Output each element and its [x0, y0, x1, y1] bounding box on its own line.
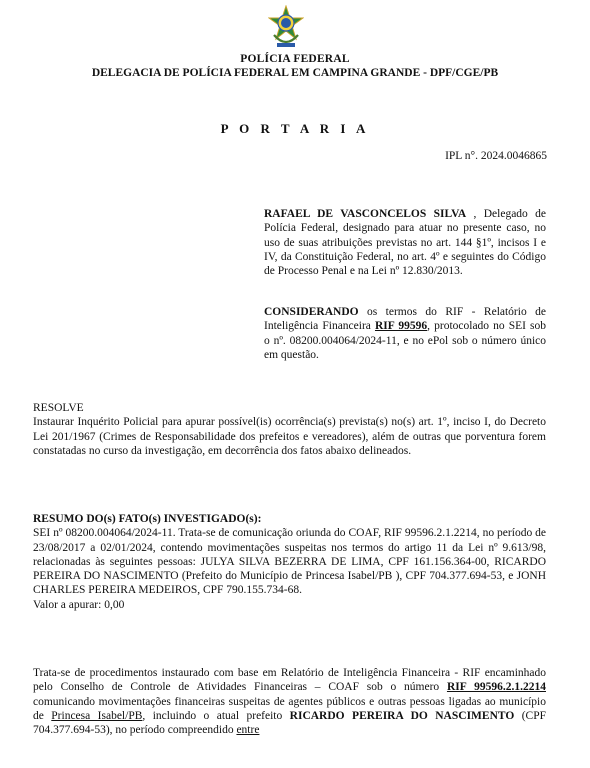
resolve-label: RESOLVE: [33, 402, 84, 414]
header-unit: DELEGACIA DE POLÍCIA FEDERAL EM CAMPINA GRANDE - DPF/CGE/PB: [91, 67, 499, 79]
considerando-keyword: CONSIDERANDO: [264, 306, 359, 318]
final-text-4: (CPF 704.377.694-53), no período compreendido: [33, 709, 546, 737]
final-name: RICARDO PEREIRA DO NASCIMENTO: [289, 709, 515, 722]
brasao-republica-icon: [268, 5, 304, 51]
delegado-paragraph: [264, 207, 546, 278]
resolve-section: [33, 401, 546, 458]
final-rif: RIF 99596.2.1.2214: [446, 681, 546, 694]
delegado-text: , Delegado de Polícia Federal, designado para atuar no presente caso, no uso de suas atribuições previstas no art. 144 §1º, incisos I e IV, da Constituição Federal, no art. 4º e seguintes do Código de Processo Penal e na Lei nº 12.830/2013.: [264, 208, 546, 278]
resumo-text: SEI nº 08200.004064/2024-11. Trata-se de comunicação oriunda do COAF, RIF 99596.2.1.2214, no período de 23/08/2017 a 02/01/2024, contendo movimentações suspeitas nos termos do artigo 11 da Lei nº 9.613/98, relacionadas às seguintes pessoas: JULYA SILVA BEZERRA DE LIMA, CPF 161.156.364-00, RICARDO PEREIRA DO NASCIMENTO (Prefeito do Município de Princesa Isabel/PB ), CPF 704.377.694-53, e JONH CHARLES PEREIRA MEDEIROS, CPF 790.155.734-68.: [33, 527, 546, 597]
final-text-1: Trata-se de procedimentos instaurado com base em Relatório de Inteligência Financeira - RIF encaminhado pelo Conselho de Controle de Atividades Financeiras – COAF sob o número: [33, 667, 546, 694]
considerando-text-1: os termos do RIF - Relatório de Inteligência Financeira: [264, 306, 546, 333]
header-org: POLÍCIA FEDERAL: [240, 53, 350, 65]
final-tail: entre: [236, 724, 260, 737]
valor-apurar: Valor a apurar: 0,00: [33, 598, 125, 611]
final-paragraph: [33, 666, 546, 737]
considerando-paragraph: [264, 305, 546, 362]
resumo-label: RESUMO DO(s) FATO(s) INVESTIGADO(s):: [33, 513, 262, 525]
considerando-text-2: , protocolado no SEI sob o nº. 08200.004064/2024-11, e no ePol sob o número único em questão.: [264, 320, 546, 361]
final-text-3: , incluindo o atual prefeito: [142, 709, 290, 722]
final-place: Princesa Isabel/PB: [51, 709, 143, 722]
final-text-2: comunicando movimentações financeiras suspeitas de agentes públicos e outras pessoas ligadas ao município de: [33, 695, 546, 722]
doc-title: P O R T A R I A: [220, 121, 370, 136]
delegado-name: RAFAEL DE VASCONCELOS SILVA: [264, 208, 467, 220]
ipl-number: IPL n°. 2024.0046865: [445, 150, 547, 162]
resolve-text: Instaurar Inquérito Policial para apurar possível(is) ocorrência(s) prevista(s) no(s) art. 1º, inciso I, do Decreto Lei 201/1967 (Crimes de Responsabilidade dos prefeitos e vereadores), além de outras que porventura forem constatadas no curso da investigação, em decorrência dos fatos abaixo delineados.: [33, 416, 546, 457]
rif-reference: RIF 99596: [374, 320, 428, 333]
resumo-section: [33, 512, 546, 612]
